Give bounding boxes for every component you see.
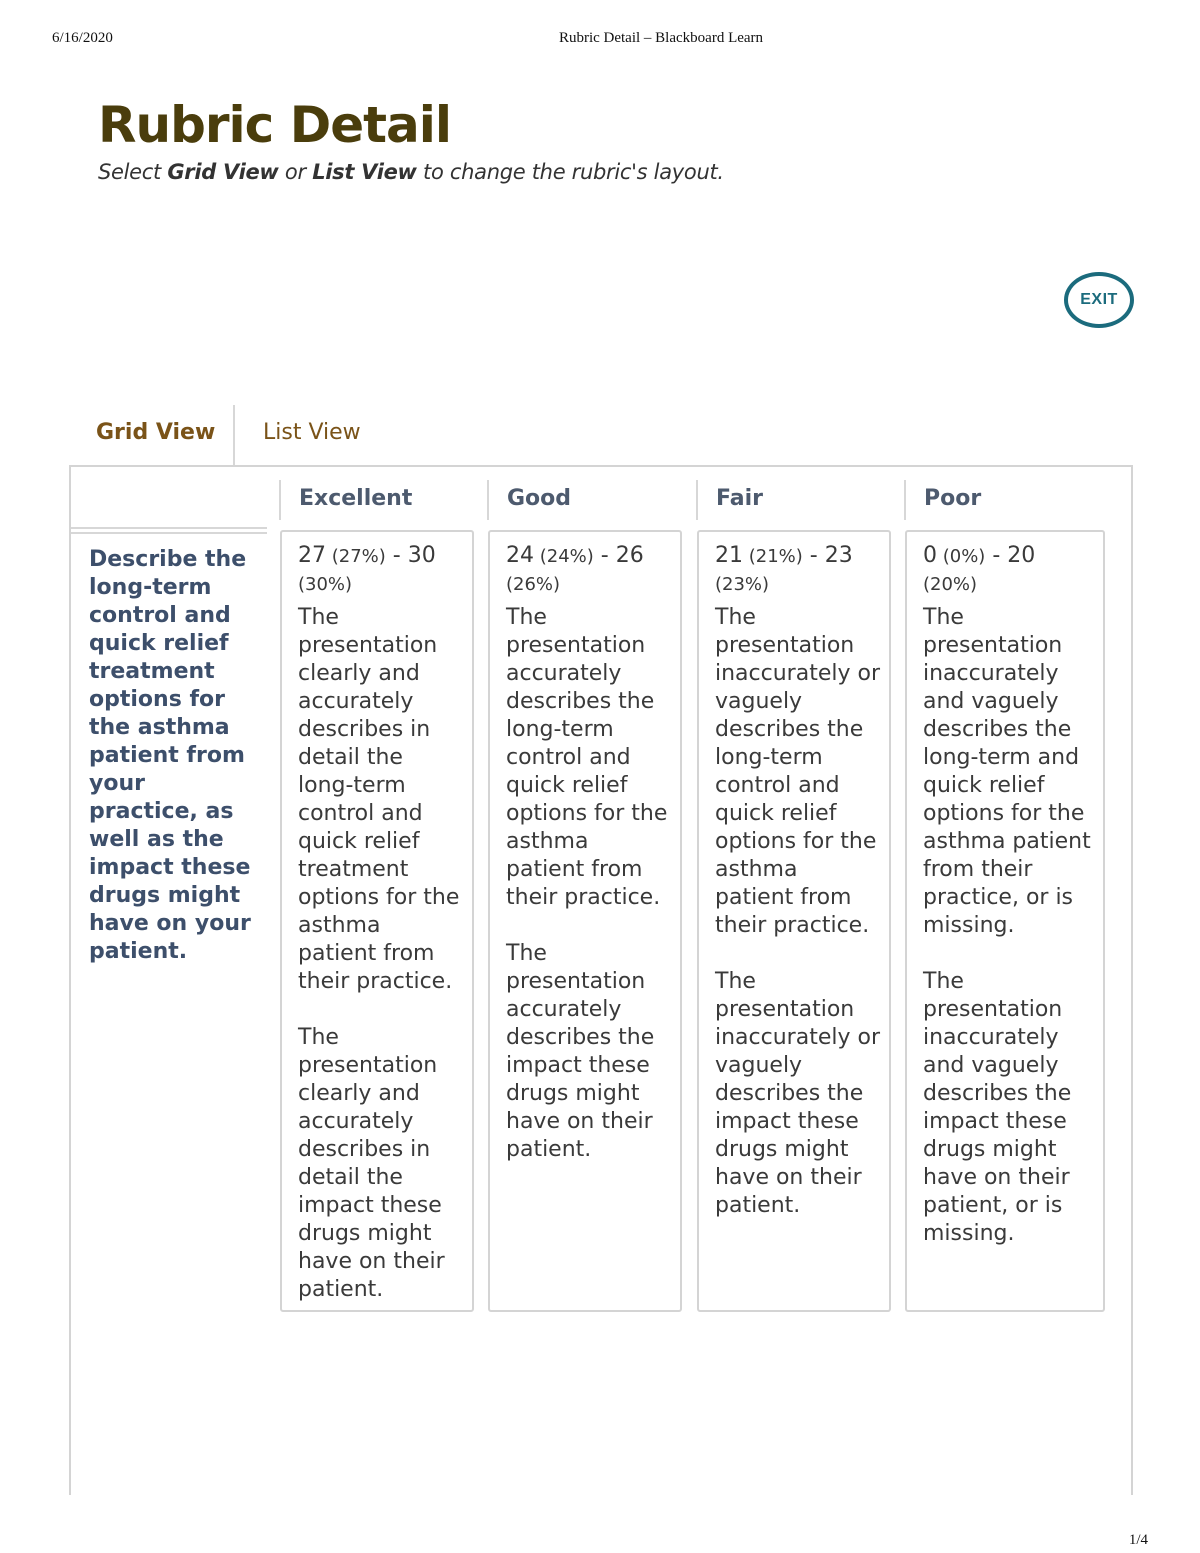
- column-header-fair: Fair: [696, 480, 890, 520]
- column-header-excellent: Excellent: [279, 480, 473, 520]
- tab-divider: [233, 405, 235, 467]
- points-range: [923, 542, 1095, 598]
- print-page-number: 1/4: [1128, 1532, 1148, 1548]
- points-max: 30: [407, 543, 436, 568]
- rubric-cell-excellent: [280, 530, 474, 1312]
- subtitle-pre: Select: [98, 160, 168, 184]
- tab-list-view[interactable]: List View: [263, 420, 361, 445]
- cell-description: The presentation clearly and accurately describes in detail the impact these drugs might have on their patient.: [298, 1025, 445, 1302]
- print-header: [0, 30, 1200, 50]
- column-header-poor: Poor: [904, 480, 1104, 520]
- grid-corner-cell: [71, 467, 267, 529]
- points-min-percent: (27%): [326, 546, 386, 567]
- points-max-percent: (30%): [298, 574, 353, 595]
- exit-button[interactable]: EXIT: [1064, 272, 1134, 328]
- print-date: 6/16/2020: [52, 30, 113, 46]
- points-range: [715, 542, 881, 598]
- points-separator: -: [593, 543, 616, 568]
- points-min-percent: (21%): [743, 546, 803, 567]
- subtitle-list: List View: [312, 160, 417, 184]
- points-max: 23: [824, 543, 853, 568]
- cell-description: The presentation inaccurately and vaguely describes the long-term and quick relief options for the asthma patient from their practice, or is missing.: [923, 605, 1091, 938]
- points-max-percent: (26%): [506, 574, 561, 595]
- points-min: 24: [506, 543, 534, 568]
- subtitle-post: to change the rubric's layout.: [416, 160, 724, 184]
- criterion-row-header: Describe the long-term control and quick relief treatment options for the asthma patient from your practice, as well as the impact these drugs might have on your patient.: [71, 532, 267, 1312]
- points-range: [506, 542, 672, 598]
- points-min: 21: [715, 543, 743, 568]
- cell-description: The presentation inaccurately and vaguely describes the impact these drugs might have on their patient, or is missing.: [923, 969, 1072, 1246]
- subtitle-grid: Grid View: [167, 160, 279, 184]
- tab-grid-view[interactable]: Grid View: [96, 420, 216, 445]
- cell-description: The presentation inaccurately or vaguely describes the impact these drugs might have on their patient.: [715, 969, 880, 1218]
- cell-description: The presentation clearly and accurately describes in detail the long-term control and quick relief treatment options for the asthma patient from their practice.: [298, 605, 460, 994]
- points-separator: -: [802, 543, 825, 568]
- subtitle-mid: or: [278, 160, 313, 184]
- print-title: Rubric Detail – Blackboard Learn: [558, 30, 764, 46]
- cell-description: The presentation accurately describes the impact these drugs might have on their patient.: [506, 941, 655, 1162]
- cell-description: The presentation accurately describes the long-term control and quick relief options for the asthma patient from their practice.: [506, 605, 668, 910]
- points-separator: -: [985, 543, 1008, 568]
- rubric-cell-fair: [697, 530, 891, 1312]
- grid-panel-border-right: [1131, 465, 1133, 1495]
- points-min: 27: [298, 543, 326, 568]
- points-min-percent: (0%): [937, 546, 986, 567]
- points-max-percent: (23%): [715, 574, 770, 595]
- rubric-cell-poor: [905, 530, 1105, 1312]
- points-max: 20: [1007, 543, 1036, 568]
- points-min: 0: [923, 543, 937, 568]
- column-header-good: Good: [487, 480, 681, 520]
- page-title: Rubric Detail: [98, 96, 452, 154]
- points-max-percent: (20%): [923, 574, 978, 595]
- points-range: [298, 542, 464, 598]
- points-min-percent: (24%): [534, 546, 594, 567]
- rubric-cell-good: [488, 530, 682, 1312]
- points-max: 26: [615, 543, 644, 568]
- cell-description: The presentation inaccurately or vaguely describes the long-term control and quick relief options for the asthma patient from their practice.: [715, 605, 880, 938]
- points-separator: -: [385, 543, 408, 568]
- page-subtitle: [98, 160, 724, 184]
